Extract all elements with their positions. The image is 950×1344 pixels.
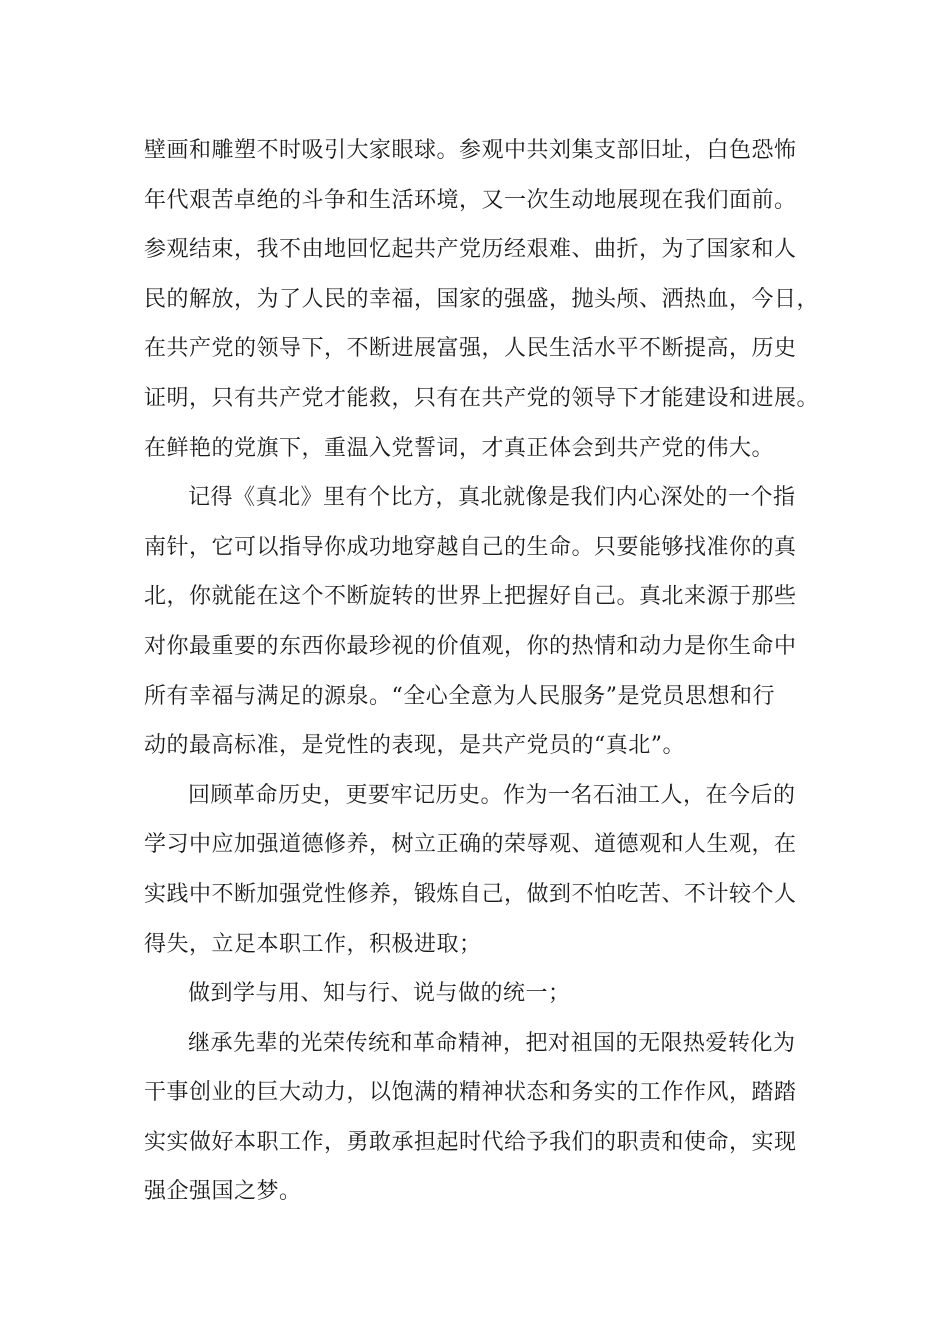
text-line: 参观结束，我不由地回忆起共产党历经艰难、曲折，为了国家和人 (144, 237, 797, 263)
text-line: 强企强国之梦。 (144, 1179, 302, 1205)
text-line: 回顾革命历史，更要牢记历史。作为一名石油工人，在今后的 (188, 782, 796, 808)
text-line: 南针，它可以指导你成功地穿越自己的生命。只要能够找准你的真 (144, 534, 797, 560)
text-line: 记得《真北》里有个比方，真北就像是我们内心深处的一个指 (188, 485, 796, 511)
text-line: 所有幸福与满足的源泉。“全心全意为人民服务”是党员思想和行 (144, 683, 775, 709)
text-line: 民的解放，为了人民的幸福，国家的强盛，抛头颅、洒热血，今日， (144, 286, 820, 312)
text-line: 实践中不断加强党性修养，锻炼自己，做到不怕吃苦、不计较个人 (144, 881, 797, 907)
text-line: 得失，立足本职工作，积极进取； (144, 931, 482, 957)
text-line: 在共产党的领导下，不断进展富强，人民生活水平不断提高，历史 (144, 336, 797, 362)
paragraph (144, 126, 824, 473)
paragraph (144, 969, 824, 1019)
text-line: 壁画和雕塑不时吸引大家眼球。参观中共刘集支部旧址，白色恐怖 (144, 138, 797, 163)
text-line: 继承先辈的光荣传统和革命精神，把对祖国的无限热爱转化为 (188, 1030, 796, 1056)
paragraph (144, 1019, 824, 1217)
text-line: 在鲜艳的党旗下，重温入党誓词，才真正体会到共产党的伟大。 (144, 435, 775, 461)
paragraph (144, 473, 824, 771)
paragraph (144, 771, 824, 969)
text-line: 北，你就能在这个不断旋转的世界上把握好自己。真北来源于那些 (144, 584, 797, 610)
document-body (144, 126, 824, 1217)
text-line: 年代艰苦卓绝的斗争和生活环境，又一次生动地展现在我们面前。 (144, 187, 797, 213)
text-line: 学习中应加强道德修养，树立正确的荣辱观、道德观和人生观，在 (144, 832, 797, 858)
text-line: 证明，只有共产党才能救，只有在共产党的领导下才能建设和进展。 (144, 385, 820, 411)
text-line: 干事创业的巨大动力，以饱满的精神状态和务实的工作作风，踏踏 (144, 1080, 797, 1106)
text-line: 实实做好本职工作，勇敢承担起时代给予我们的职责和使命，实现 (144, 1129, 797, 1155)
text-line: 对你最重要的东西你最珍视的价值观，你的热情和动力是你生命中 (144, 633, 797, 659)
text-line: 动的最高标准，是党性的表现，是共产党员的“真北”。 (144, 733, 685, 759)
text-line: 做到学与用、知与行、说与做的统一； (188, 981, 571, 1007)
